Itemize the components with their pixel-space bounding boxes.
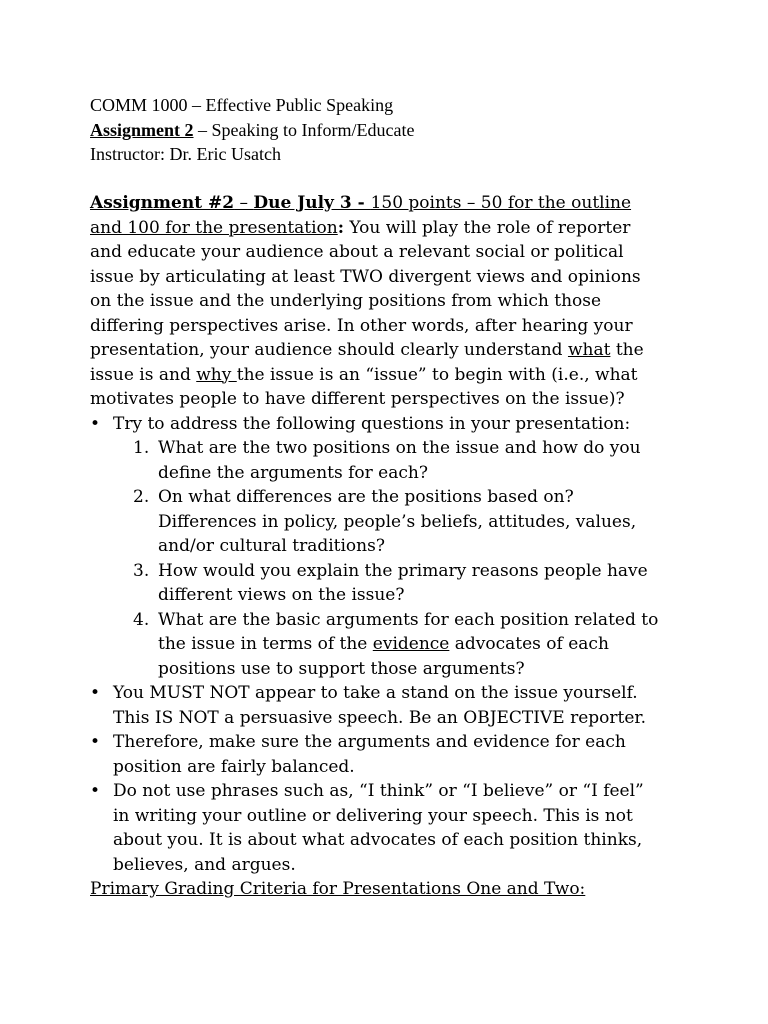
question-text: What are the basic arguments for each position related to — [158, 609, 659, 630]
grading-criteria-heading: Primary Grading Criteria for Presentations One and Two: — [90, 879, 586, 899]
question-number: 3. — [133, 560, 150, 581]
emphasis-why: why — [196, 364, 237, 385]
emphasis-evidence: evidence — [372, 634, 450, 654]
question-number: 2. — [133, 487, 150, 507]
bullet-icon: • — [90, 732, 101, 752]
question-text: positions use to support those arguments? — [158, 658, 525, 679]
description-text: the issue is an “issue” to begin with (i.e., what — [236, 364, 638, 385]
question-text: How would you explain the primary reasons people have — [158, 560, 648, 581]
bullet-item-questions — [90, 412, 690, 682]
assignment-label: Assignment 2 — [90, 119, 194, 140]
title-dash: – — [234, 193, 254, 213]
description-line-7 — [90, 338, 690, 363]
description-line-4: issue by articulating at least TWO divergent views and opinions — [90, 266, 641, 287]
bullet-text: This IS NOT a persuasive speech. Be an OBJECTIVE reporter. — [113, 707, 647, 728]
description-text: You will play the role of reporter — [344, 217, 631, 238]
question-number: 1. — [133, 438, 150, 458]
question-text-part: advocates of each — [449, 634, 609, 654]
bullet-item-phrases — [90, 779, 690, 877]
description-line-1 — [90, 191, 690, 216]
question-text: What are the two positions on the issue and how do you — [158, 438, 641, 458]
points-text-cont: and 100 for the presentation — [90, 217, 338, 238]
bullet-text: Try to address the following questions in your presentation: — [113, 413, 631, 434]
colon: : — [337, 217, 345, 238]
assignment-description — [90, 191, 690, 902]
question-text: On what differences are the positions based on? — [158, 487, 574, 507]
description-text: issue is and — [90, 364, 197, 385]
description-line-6: differing perspectives arise. In other words, after hearing your — [90, 315, 633, 336]
emphasis-what: what — [567, 340, 611, 360]
bullet-text: about you. It is about what advocates of each position thinks, — [113, 830, 643, 850]
question-text-part: the issue in terms of the — [158, 634, 373, 654]
description-line-8 — [90, 363, 690, 388]
requirements-list — [90, 412, 690, 878]
description-text: the — [610, 340, 644, 360]
question-text: different views on the issue? — [158, 585, 405, 605]
assignment-heading — [90, 118, 690, 143]
question-item-2 — [113, 485, 690, 559]
blank-line — [90, 167, 690, 192]
bullet-text: position are fairly balanced. — [113, 756, 355, 777]
question-text: and/or cultural traditions? — [158, 536, 385, 556]
description-line-3: and educate your audience about a relevant social or political — [90, 242, 624, 262]
question-text: Differences in policy, people’s beliefs, attitudes, values, — [158, 511, 637, 532]
course-title: COMM 1000 – Effective Public Speaking — [90, 95, 394, 115]
assignment-subtitle: – Speaking to Inform/Educate — [193, 119, 415, 140]
bullet-text: believes, and argues. — [113, 854, 296, 875]
bullet-item-no-stand — [90, 681, 690, 730]
bullet-icon: • — [90, 781, 101, 801]
due-date: Due July 3 - — [253, 193, 371, 213]
question-text: define the arguments for each? — [158, 462, 428, 483]
bullet-text: You MUST NOT appear to take a stand on the issue yourself. — [113, 683, 638, 703]
bullet-text: in writing your outline or delivering your speech. This is not — [113, 805, 633, 826]
question-text — [158, 632, 690, 657]
bullet-icon: • — [90, 683, 101, 703]
document-page — [90, 93, 690, 902]
bullet-text: Therefore, make sure the arguments and evidence for each — [113, 732, 626, 752]
description-line-2 — [90, 216, 690, 241]
points-text: 150 points – 50 for the outline — [370, 193, 632, 213]
description-text: presentation, your audience should clearly understand — [90, 340, 568, 360]
assignment-number: Assignment #2 — [90, 193, 235, 213]
question-number: 4. — [133, 609, 150, 630]
bullet-icon: • — [90, 413, 101, 434]
bullet-item-balanced — [90, 730, 690, 779]
bullet-text: Do not use phrases such as, “I think” or “I believe” or “I feel” — [113, 781, 644, 801]
question-item-1 — [113, 436, 690, 485]
description-line-5: on the issue and the underlying positions from which those — [90, 291, 602, 311]
instructor-line: Instructor: Dr. Eric Usatch — [90, 144, 281, 164]
question-item-3 — [113, 559, 690, 608]
questions-list — [113, 436, 690, 681]
description-line-9: motivates people to have different perspectives on the issue)? — [90, 389, 625, 409]
question-item-4 — [113, 608, 690, 682]
